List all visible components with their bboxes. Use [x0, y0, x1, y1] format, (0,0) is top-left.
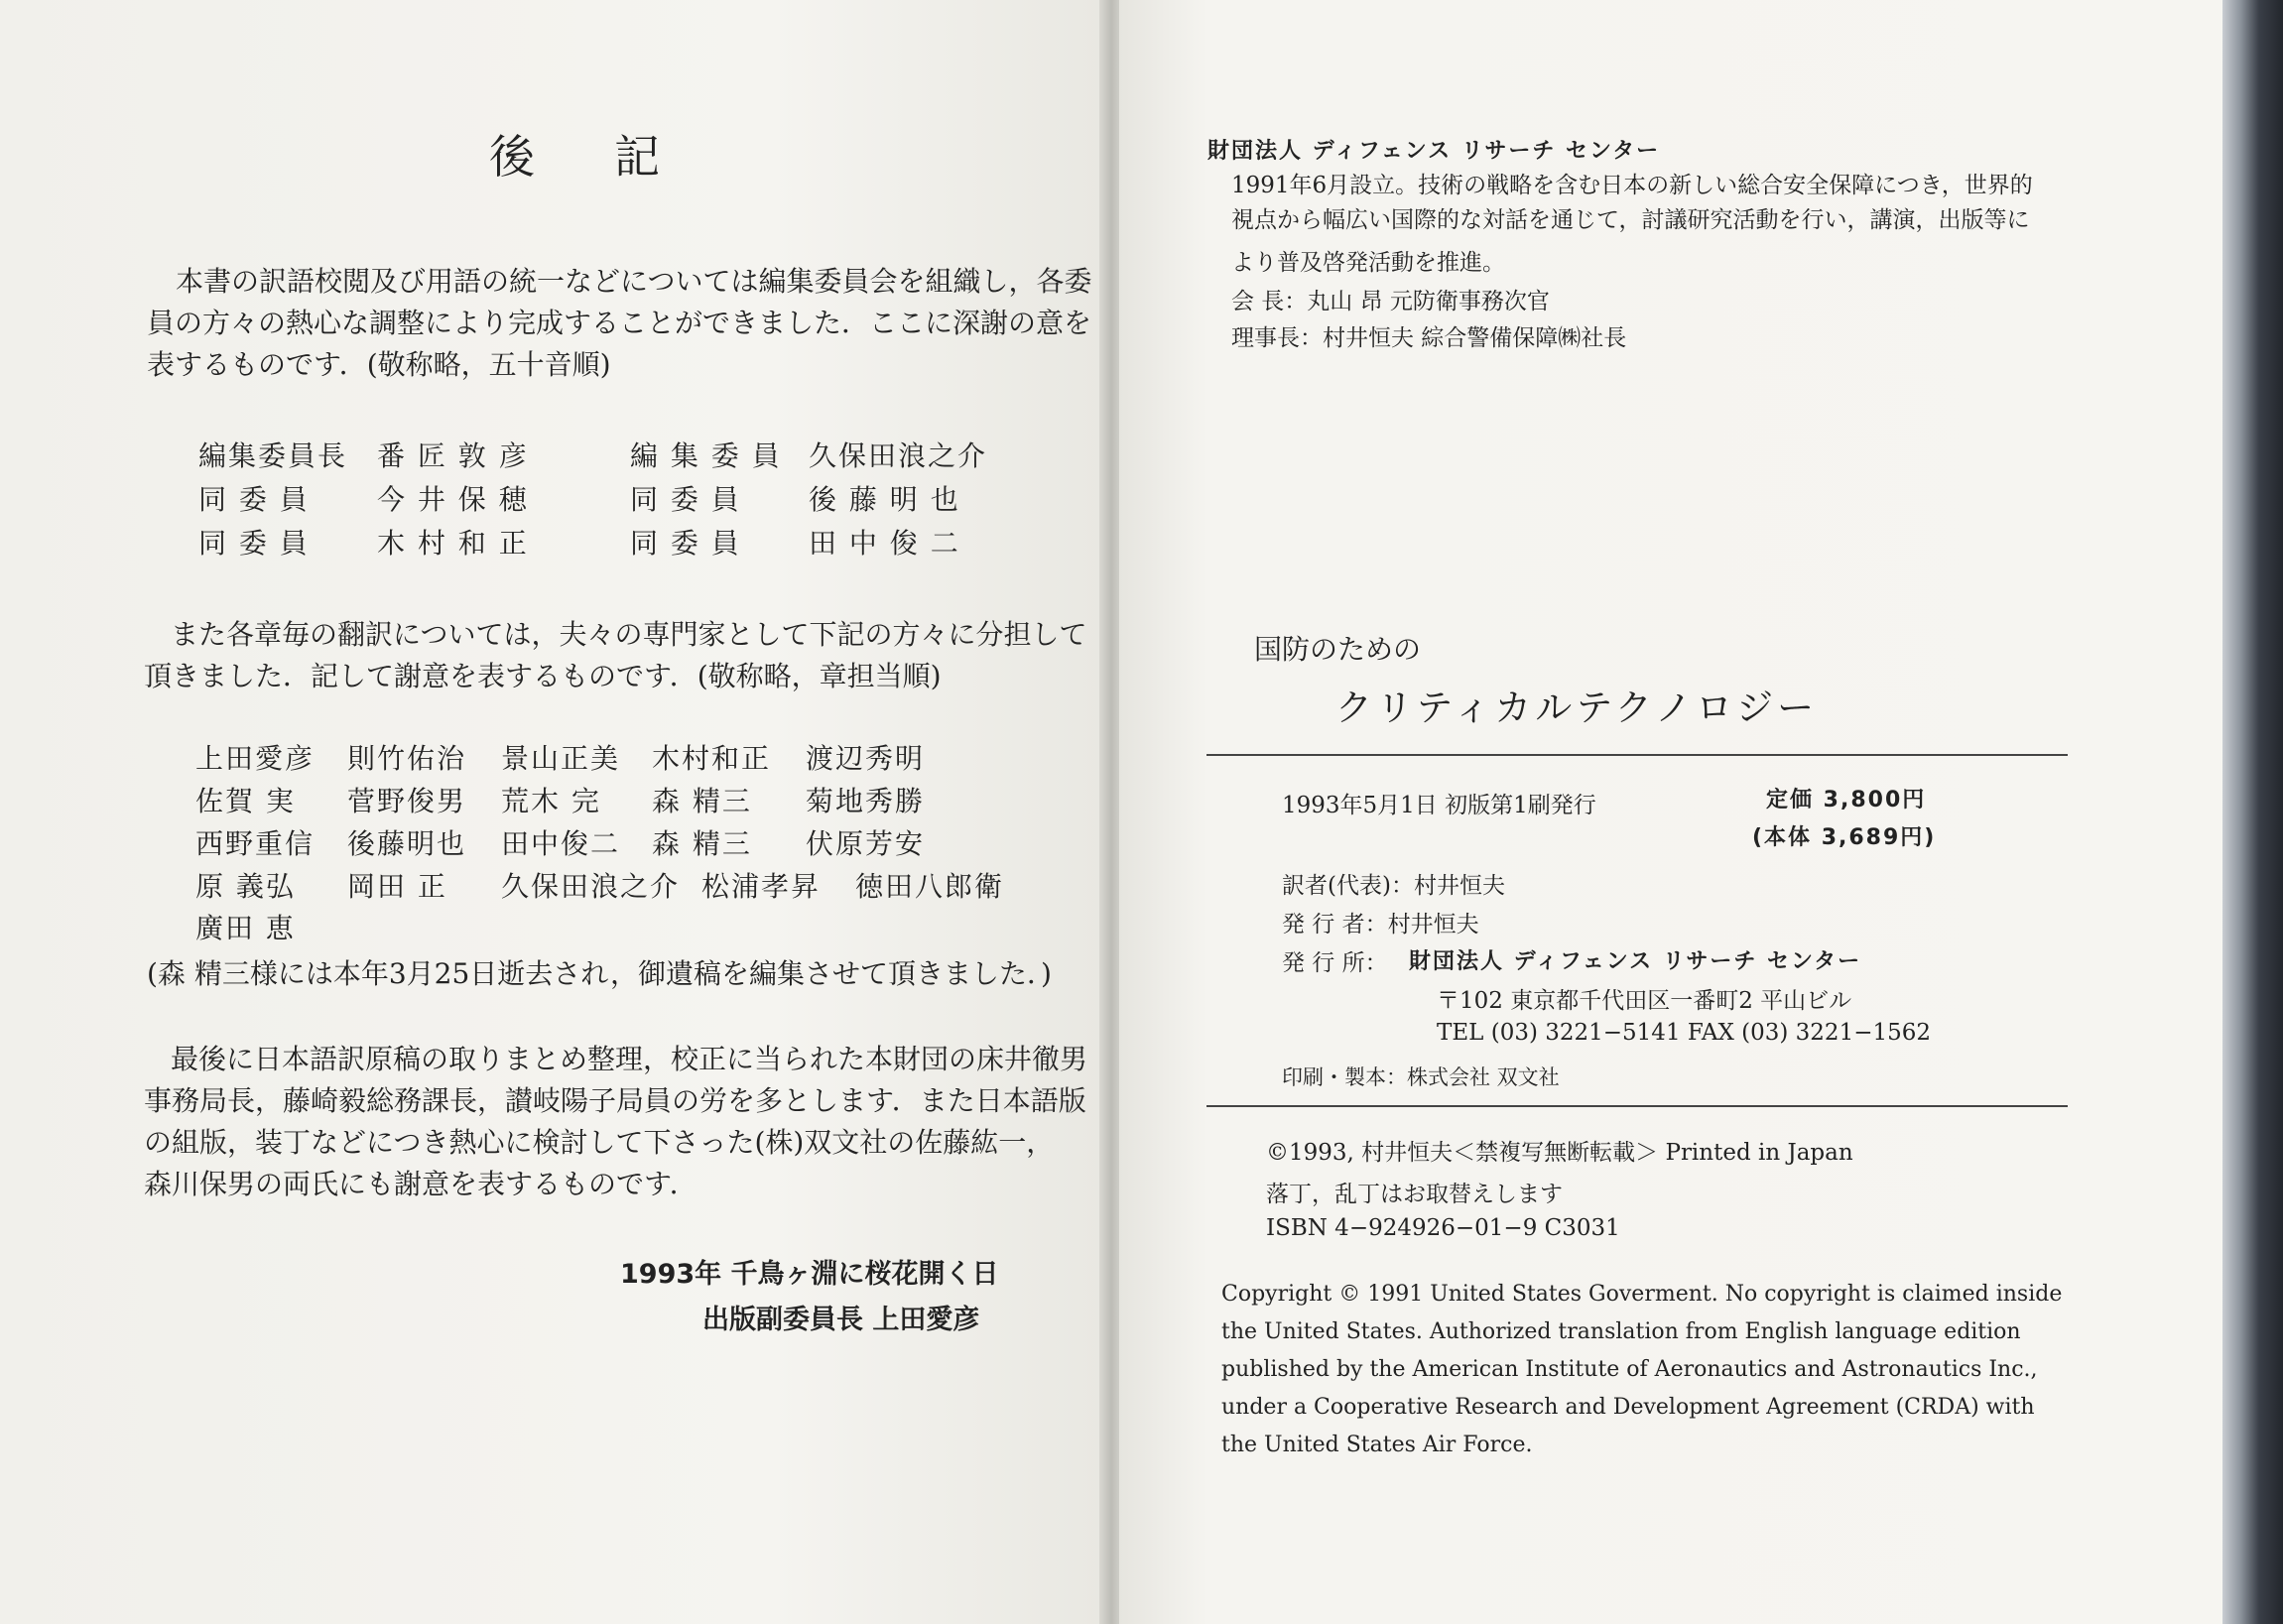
translator-name: 荒木 完	[501, 785, 601, 817]
isbn: ISBN 4−924926−01−9 C3031	[1266, 1215, 1620, 1241]
left-page	[0, 0, 1103, 1624]
book-subtitle: 国防のための	[1254, 633, 1422, 666]
committee-name: 木 村 和 正	[377, 527, 529, 560]
para1-line-3: 表するものです．(敬称略，五十音順)	[147, 348, 611, 381]
translator-name: 佐賀 実	[195, 785, 296, 817]
publication-date: 1993年5月1日 初版第1刷発行	[1282, 793, 1596, 818]
book-edge	[2222, 0, 2283, 1624]
translator-name: 木村和正	[652, 742, 772, 775]
committee-role: 同 委 員	[198, 483, 310, 516]
publisher-org: 財団法人 ディフェンス リサーチ センター	[1409, 949, 1862, 974]
translator-name: 則竹佑治	[347, 742, 467, 775]
translator-name: 渡辺秀明	[806, 742, 926, 775]
translator-name: 伏原芳安	[806, 827, 926, 860]
price: 定価 3,800円	[1766, 788, 1927, 812]
translator-credit: 訳者(代表)：村井恒夫	[1282, 873, 1505, 899]
colophon-rule-bottom	[1206, 1105, 2068, 1107]
para3-line-3: の組版，装丁などにつき熱心に検討して下さった(株)双文社の佐藤紘一，	[144, 1126, 1055, 1159]
committee-name: 今 井 保 穂	[377, 483, 529, 516]
copyright-english: Copyright © 1991 United States Goverment. No copyright is claimed inside the United States. Authorized translation from English language edition published by the American Institute of Aeronautics and Astronautics Inc., under a Cooperative Research and Development Agreement (CRDA) with the United States Air Force.	[1221, 1282, 2063, 1457]
translator-name: 松浦孝昇	[701, 870, 822, 903]
colophon-rule-top	[1206, 754, 2068, 756]
para3-line-1: 最後に日本語訳原稿の取りまとめ整理，校正に当られた本財団の床井徹男	[171, 1043, 1088, 1075]
para1-line-2: 員の方々の熱心な調整により完成することができました．ここに深謝の意を	[147, 307, 1092, 339]
foundation-desc-line-1: 1991年6月設立。技術の戦略を含む日本の新しい総合安全保障につき，世界的	[1231, 173, 2033, 198]
publisher-phone: TEL (03) 3221−5141 FAX (03) 3221−1562	[1437, 1020, 1932, 1046]
committee-role: 同 委 員	[630, 527, 741, 560]
committee-role: 同 委 員	[198, 527, 310, 560]
signature-name: 出版副委員長 上田愛彦	[702, 1305, 980, 1335]
translator-name: 景山正美	[501, 742, 621, 775]
translator-name: 久保田浪之介	[501, 870, 681, 903]
para1-line-1: 本書の訳語校閲及び用語の統一などについては編集委員会を組織し，各委	[176, 265, 1092, 298]
replacement-note: 落丁，乱丁はお取替えします	[1266, 1182, 1563, 1207]
committee-name: 後 藤 明 也	[809, 483, 960, 516]
foundation-chairman: 会 長：丸山 昂 元防衛事務次官	[1231, 289, 1550, 314]
translator-name: 上田愛彦	[195, 742, 316, 775]
committee-name: 番 匠 敦 彦	[377, 439, 529, 472]
translator-name: 徳田八郎衛	[855, 870, 1005, 903]
committee-role: 編集委員長	[198, 439, 348, 472]
para3-line-4: 森川保男の両氏にも謝意を表するものです．	[144, 1168, 698, 1200]
committee-name: 久保田浪之介	[809, 439, 988, 472]
committee-role: 編 集 委 員	[630, 439, 782, 472]
publisher-label: 発 行 所：	[1282, 950, 1388, 976]
price-base: (本体 3,689円)	[1752, 825, 1937, 850]
translator-name: 西野重信	[195, 827, 316, 860]
foundation-director: 理事長：村井恒夫 綜合警備保障㈱社長	[1231, 325, 1627, 351]
translator-name: 菊地秀勝	[806, 785, 926, 817]
para2-line-2: 頂きました．記して謝意を表するものです．(敬称略，章担当順)	[144, 660, 942, 692]
foundation-desc-line-2: 視点から幅広い国際的な対話を通じて，討議研究活動を行い，講演，出版等に	[1231, 207, 2030, 233]
book-title: クリティカルテクノロジー	[1335, 687, 1819, 729]
committee-role: 同 委 員	[630, 483, 741, 516]
committee-name: 田 中 俊 二	[809, 527, 960, 560]
translator-name: 廣田 恵	[195, 912, 296, 944]
translator-name: 後藤明也	[347, 827, 467, 860]
foundation-name: 財団法人 ディフェンス リサーチ センター	[1207, 139, 1661, 164]
publisher-person: 発 行 者：村井恒夫	[1282, 912, 1479, 937]
para2-line-1: また各章毎の翻訳については，夫々の専門家として下記の方々に分担して	[171, 618, 1087, 651]
publisher-address: 〒102 東京都千代田区一番町2 平山ビル	[1437, 988, 1852, 1014]
foundation-desc-line-3: より普及啓発活動を推進。	[1231, 250, 1505, 276]
para3-line-2: 事務局長，藤崎毅総務課長，讃岐陽子局員の労を多とします．また日本語版	[144, 1084, 1086, 1117]
signature-date: 1993年 千鳥ヶ淵に桜花開く日	[620, 1259, 999, 1290]
memorial-note: (森 精三様には本年3月25日逝去され，御遺稿を編集させて頂きました．)	[147, 957, 1052, 990]
printer-credit: 印刷・製本：株式会社 双文社	[1282, 1065, 1560, 1089]
translator-name: 森 精三	[652, 785, 752, 817]
afterword-title: 後記	[489, 130, 739, 184]
translator-name: 岡田 正	[347, 870, 447, 903]
translator-name: 原 義弘	[195, 870, 296, 903]
copyright-jp: ©1993, 村井恒夫＜禁複写無断転載＞ Printed in Japan	[1266, 1140, 1853, 1166]
translator-name: 菅野俊男	[347, 785, 467, 817]
right-page	[1119, 0, 2222, 1624]
translator-name: 田中俊二	[501, 827, 621, 860]
translator-name: 森 精三	[652, 827, 752, 860]
